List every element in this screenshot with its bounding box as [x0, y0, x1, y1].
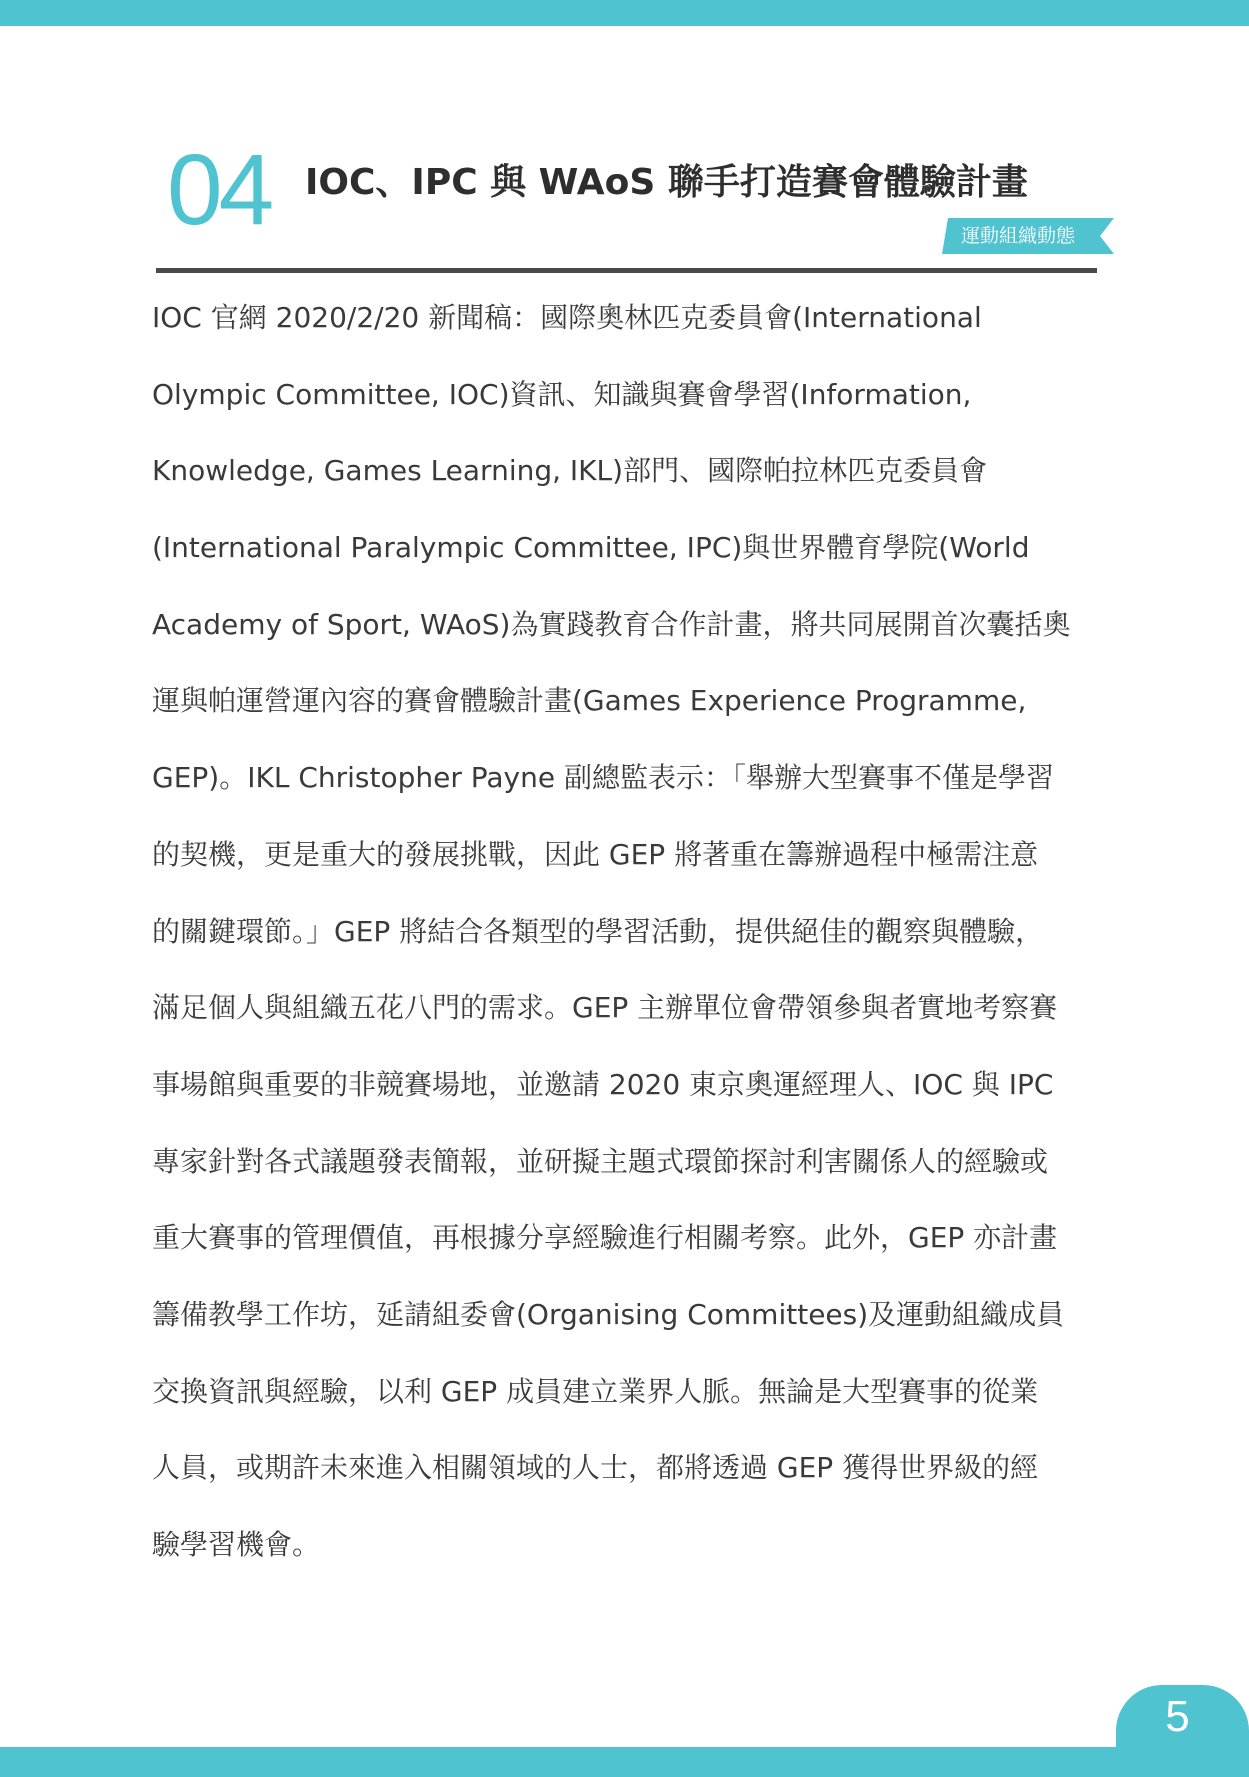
- page-number: 5: [1165, 1692, 1190, 1741]
- body-line: 重大賽事的管理價值，再根據分享經驗進行相關考察。此外，GEP 亦計畫: [152, 1221, 1058, 1255]
- body-line: 交換資訊與經驗，以利 GEP 成員建立業界人脈。無論是大型賽事的從業: [152, 1374, 1039, 1408]
- page-title: IOC、IPC 與 WAoS 聯手打造賽會體驗計畫: [305, 162, 1028, 203]
- body-line: Academy of Sport, WAoS)為實踐教育合作計畫，將共同展開首次囊括奧: [152, 607, 1071, 641]
- title-divider: [156, 268, 1097, 273]
- body-line: 滿足個人與組織五花八門的需求。GEP 主辦單位會帶領參與者實地考察賽: [152, 991, 1058, 1025]
- body-line: 驗學習機會。: [152, 1528, 321, 1561]
- body-line: (International Paralympic Committee, IPC)與世界體育學院(World: [152, 531, 1030, 565]
- article-body: [152, 280, 1102, 1584]
- body-line: 運與帕運營運內容的賽會體驗計畫(Games Experience Programme,: [152, 684, 1027, 718]
- body-line: 籌備教學工作坊，延請組委會(Organising Committees)及運動組織成員: [152, 1297, 1065, 1331]
- body-line: 人員，或期許未來進入相關領域的人士，都將透過 GEP 獲得世界級的經: [152, 1451, 1039, 1485]
- body-line: 事場館與重要的非競賽場地，並邀請 2020 東京奧運經理人、IOC 與 IPC: [152, 1067, 1054, 1101]
- body-line: IOC 官網 2020/2/20 新聞稿：國際奧林匹克委員會(International: [152, 301, 982, 334]
- body-line: Knowledge, Games Learning, IKL)部門、國際帕拉林匹克委員會: [152, 454, 988, 488]
- body-line: GEP)。IKL Christopher Payne 副總監表示：「舉辦大型賽事不僅是學習: [152, 761, 1054, 795]
- section-number: 04: [167, 134, 271, 246]
- page-number-tab: [1116, 1685, 1249, 1777]
- body-line: 的關鍵環節。」GEP 將結合各類型的學習活動，提供絕佳的觀察與體驗，: [152, 914, 1044, 948]
- body-line: Olympic Committee, IOC)資訊、知識與賽會學習(Information,: [152, 377, 972, 411]
- category-tag: [942, 218, 1114, 254]
- category-label: 運動組織動態: [960, 225, 1075, 247]
- bottom-accent-bar: [0, 1747, 1249, 1777]
- top-accent-bar: [0, 0, 1249, 26]
- body-line: 專家針對各式議題發表簡報，並研擬主題式環節探討利害關係人的經驗或: [152, 1144, 1049, 1178]
- body-line: 的契機，更是重大的發展挑戰，因此 GEP 將著重在籌辦過程中極需注意: [152, 837, 1039, 871]
